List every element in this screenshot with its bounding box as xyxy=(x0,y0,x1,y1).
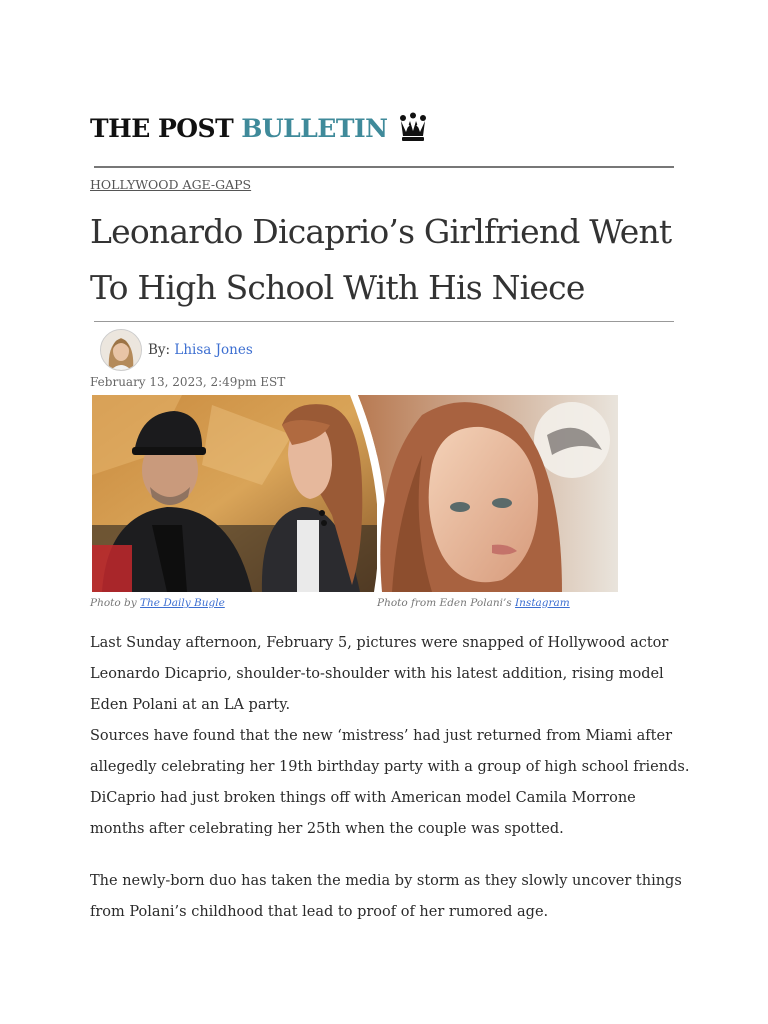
caption-instagram-link[interactable]: Instagram xyxy=(515,597,570,609)
crown-icon xyxy=(398,112,428,144)
category-link[interactable]: HOLLYWOOD AGE-GAPS xyxy=(90,177,252,192)
byline-divider xyxy=(94,321,674,322)
party-photo xyxy=(92,395,377,592)
publish-date: February 13, 2023, 2:49pm EST xyxy=(90,375,286,389)
caption-prefix: Photo from Eden Polani’s xyxy=(377,597,516,609)
brand-name-accent: BULLETIN xyxy=(241,113,388,143)
brand-name: THE POST xyxy=(90,113,234,143)
caption-source-link[interactable]: The Daily Bugle xyxy=(140,597,225,609)
article-paragraph: DiCaprio had just broken things off with American model Camila Morrone months after celebrating her 25th when the couple was spotted. xyxy=(90,790,636,837)
article-paragraph: The newly-born duo has taken the media by storm as they slowly uncover things from Polani’s childhood that lead to proof of her rumored age. xyxy=(90,873,682,920)
photo-caption-right xyxy=(377,597,570,609)
header-divider xyxy=(94,166,674,168)
portrait-photo xyxy=(358,395,618,592)
headline-line: Leonardo Dicaprio’s Girlfriend Went xyxy=(90,212,672,251)
author-avatar[interactable] xyxy=(100,329,142,371)
byline-text xyxy=(148,342,253,358)
byline xyxy=(100,329,253,371)
article-headline xyxy=(90,204,690,316)
site-masthead[interactable] xyxy=(90,108,428,148)
article-photo-collage xyxy=(92,395,618,592)
article-paragraph: Last Sunday afternoon, February 5, pictures were snapped of Hollywood actor Leonardo Dicaprio, shoulder-to-shoulder with his latest addition, rising model Eden Polani at an LA party. xyxy=(90,635,669,713)
headline-line: To High School With His Niece xyxy=(90,268,585,307)
caption-prefix: Photo by xyxy=(90,597,141,609)
photo-caption-left xyxy=(90,597,225,609)
article-paragraph: Sources have found that the new ‘mistress’ had just returned from Miami after allegedly celebrating her 19th birthday party with a group of high school friends. xyxy=(90,728,690,775)
author-link[interactable]: Lhisa Jones xyxy=(174,342,253,358)
byline-prefix: By: xyxy=(148,342,175,358)
